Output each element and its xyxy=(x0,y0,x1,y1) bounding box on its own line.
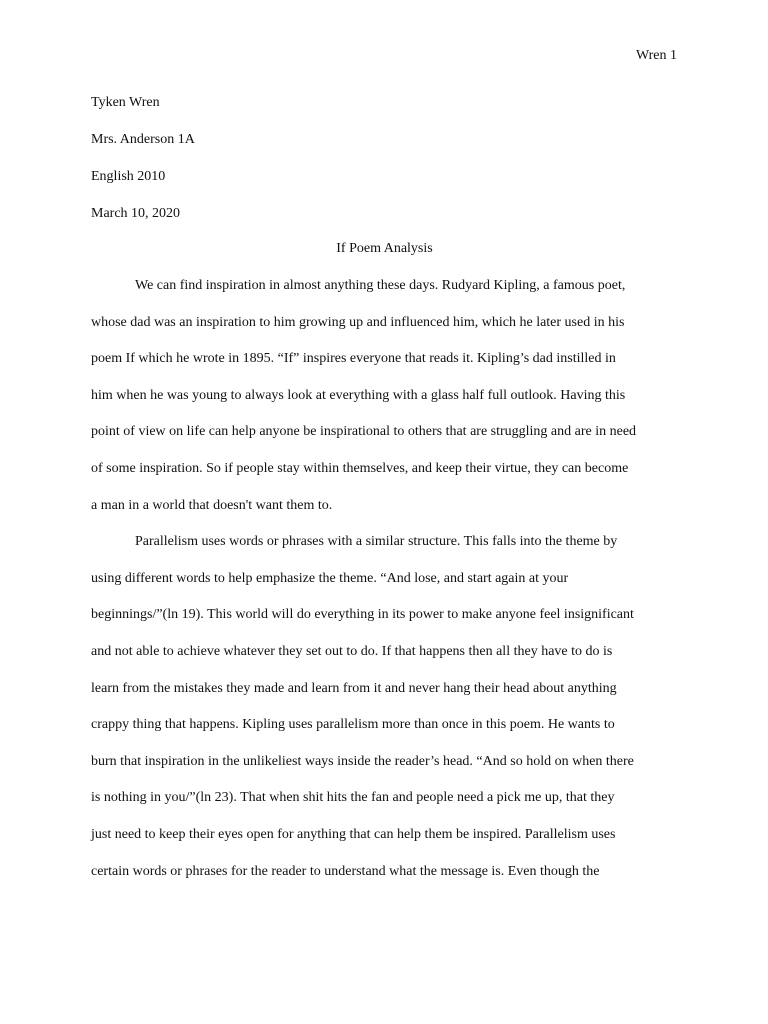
paragraph-line: beginnings/”(ln 19). This world will do everything in its power to make anyone feel insignificant xyxy=(91,607,634,623)
paragraph-line: certain words or phrases for the reader to understand what the message is. Even though the xyxy=(91,863,600,879)
paragraph-line: using different words to help emphasize the theme. “And lose, and start again at your xyxy=(91,570,569,586)
paragraph-line: and not able to achieve whatever they set out to do. If that happens then all they have to do is xyxy=(91,643,613,659)
running-head: Wren 1 xyxy=(635,48,677,63)
instructor-name: Mrs. Anderson 1A xyxy=(91,132,195,147)
mla-header xyxy=(91,94,678,242)
paragraph-line: crappy thing that happens. Kipling uses parallelism more than once in this poem. He wants to xyxy=(91,717,615,733)
paragraph-line: learn from the mistakes they made and learn from it and never hang their head about anything xyxy=(91,680,617,696)
paragraph-line: Parallelism uses words or phrases with a similar structure. This falls into the theme by xyxy=(135,534,618,550)
course-name: English 2010 xyxy=(91,169,166,184)
essay-date: March 10, 2020 xyxy=(91,206,181,221)
paragraph-line: a man in a world that doesn't want them to. xyxy=(91,497,333,513)
paragraph-line: burn that inspiration in the unlikeliest ways inside the reader’s head. “And so hold on when there xyxy=(91,753,634,769)
paragraph-line: is nothing in you/”(ln 23). That when shit hits the fan and people need a pick me up, that they xyxy=(91,790,615,806)
paragraph-line: of some inspiration. So if people stay within themselves, and keep their virtue, they can become xyxy=(91,460,629,476)
paragraph-line: just need to keep their eyes open for anything that can help them be inspired. Parallelism uses xyxy=(91,826,616,842)
essay-title: If Poem Analysis xyxy=(336,241,433,256)
paragraph-line: poem If which he wrote in 1895. “If” inspires everyone that reads it. Kipling’s dad instilled in xyxy=(91,351,616,367)
paragraph-line: him when he was young to always look at everything with a glass half full outlook. Having this xyxy=(91,387,626,403)
paragraph-line: We can find inspiration in almost anything these days. Rudyard Kipling, a famous poet, xyxy=(135,278,626,293)
student-name: Tyken Wren xyxy=(91,95,160,110)
paragraph-line: point of view on life can help anyone be inspirational to others that are struggling and are in need xyxy=(91,424,637,440)
paragraph-line: whose dad was an inspiration to him growing up and influenced him, which he later used in his xyxy=(91,314,625,330)
essay-body xyxy=(91,277,678,899)
